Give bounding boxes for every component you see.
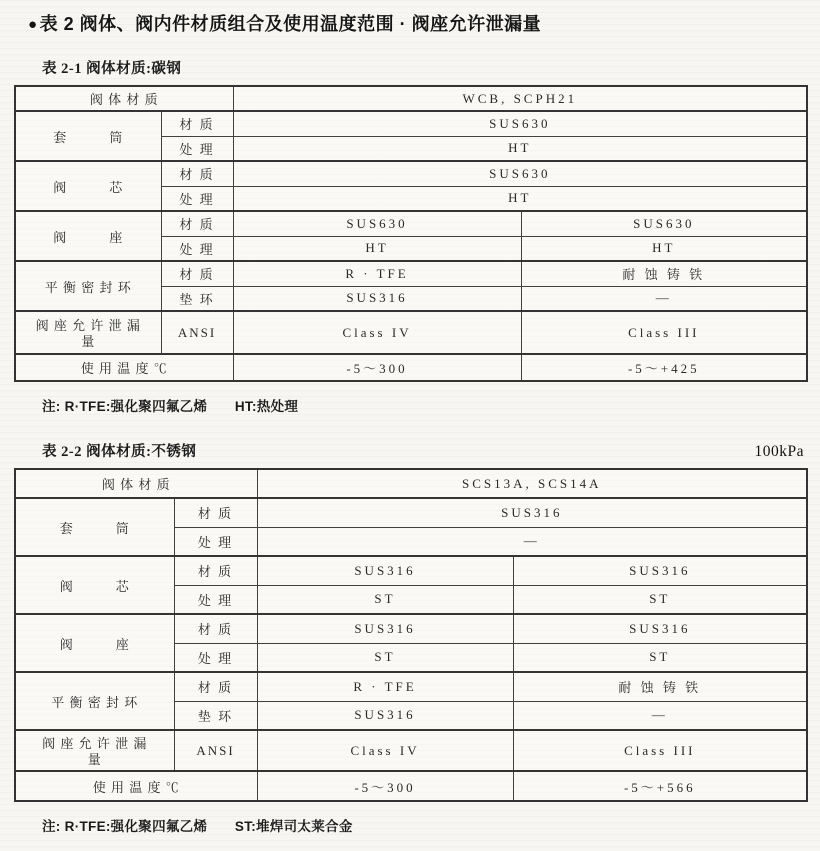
temperature-range-cell: -5～+425 [521, 354, 807, 381]
service-temperature-label: 使 用 温 度 ℃ [15, 771, 257, 801]
sub-label: 材 质 [174, 498, 257, 527]
sub-label: 材 质 [161, 261, 233, 286]
group-label-seat: 阀 座 [15, 211, 161, 261]
group-label-balance-seal-ring: 平 衡 密 封 环 [15, 672, 174, 730]
value-cell: SUS316 [257, 498, 807, 527]
body-material-value: WCB, SCPH21 [233, 86, 807, 111]
table2-caption: 表 2-2 阀体材质:不锈钢 [42, 444, 197, 460]
group-label-sleeve: 套 筒 [15, 498, 174, 556]
value-cell: SUS630 [521, 211, 807, 236]
page-title-text: 表 2 阀体、阀内件材质组合及使用温度范围 · 阀座允许泄漏量 [39, 14, 542, 34]
sub-label: 处 理 [161, 186, 233, 211]
value-cell: SUS316 [257, 701, 513, 730]
table2-note: 注: R·TFE:强化聚四氟乙烯 ST:堆焊司太莱合金 [42, 819, 353, 834]
ansi-label: ANSI [161, 311, 233, 354]
value-cell: HT [233, 186, 807, 211]
temperature-range-cell: -5～+566 [513, 771, 807, 801]
temperature-range-cell: -5～300 [257, 771, 513, 801]
table-row [15, 161, 807, 186]
sub-label: 处 理 [174, 527, 257, 556]
group-label-balance-seal-ring: 平 衡 密 封 环 [15, 261, 161, 311]
sub-label: 处 理 [161, 136, 233, 161]
value-cell: HT [233, 136, 807, 161]
sub-label: 垫 环 [161, 286, 233, 311]
group-label-plug: 阀 芯 [15, 161, 161, 211]
table1-carbon-steel [14, 85, 808, 382]
value-cell: SUS316 [513, 614, 807, 643]
leak-class-cell: Class III [521, 311, 807, 354]
sub-label: 垫 环 [174, 701, 257, 730]
table2-stainless-steel [14, 468, 808, 802]
table-row [15, 111, 807, 136]
leak-class-cell: Class IV [257, 730, 513, 771]
value-cell: 耐 蚀 铸 铁 [513, 672, 807, 701]
sub-label: 处 理 [174, 585, 257, 614]
sub-label: 材 质 [161, 111, 233, 136]
value-cell: SUS316 [257, 556, 513, 585]
value-cell: R · TFE [233, 261, 521, 286]
table-row [15, 614, 807, 643]
value-cell: SUS630 [233, 161, 807, 186]
table-row [15, 498, 807, 527]
table-row [15, 672, 807, 701]
group-label-seat: 阀 座 [15, 614, 174, 672]
sub-label: 处 理 [161, 236, 233, 261]
table-row [15, 86, 807, 111]
value-cell: SUS630 [233, 111, 807, 136]
value-cell: 耐 蚀 铸 铁 [521, 261, 807, 286]
table-row [15, 261, 807, 286]
value-cell: ST [257, 585, 513, 614]
page-title [28, 10, 820, 36]
sub-label: 材 质 [161, 161, 233, 186]
value-cell: HT [233, 236, 521, 261]
body-material-label: 阀 体 材 质 [15, 86, 233, 111]
temperature-range-cell: -5～300 [233, 354, 521, 381]
table-row [15, 469, 807, 498]
body-material-label: 阀 体 材 质 [15, 469, 257, 498]
table-row [15, 311, 807, 354]
group-label-sleeve: 套 筒 [15, 111, 161, 161]
value-cell: ST [513, 643, 807, 672]
group-label-plug: 阀 芯 [15, 556, 174, 614]
value-cell: — [257, 527, 807, 556]
bullet-icon: ● [28, 16, 38, 33]
value-cell: SUS316 [233, 286, 521, 311]
body-material-value: SCS13A, SCS14A [257, 469, 807, 498]
value-cell: SUS630 [233, 211, 521, 236]
value-cell: — [513, 701, 807, 730]
value-cell: HT [521, 236, 807, 261]
value-cell: ST [257, 643, 513, 672]
sub-label: 材 质 [174, 556, 257, 585]
value-cell: ST [513, 585, 807, 614]
sub-label: 材 质 [161, 211, 233, 236]
value-cell: — [521, 286, 807, 311]
sub-label: 材 质 [174, 614, 257, 643]
service-temperature-label: 使 用 温 度 ℃ [15, 354, 233, 381]
value-cell: SUS316 [257, 614, 513, 643]
table-row [15, 556, 807, 585]
table1-note: 注: R·TFE:强化聚四氟乙烯 HT:热处理 [42, 399, 299, 414]
leak-class-cell: Class III [513, 730, 807, 771]
table-row [15, 211, 807, 236]
pressure-label: 100kPa [754, 443, 804, 460]
ansi-label: ANSI [174, 730, 257, 771]
table-row [15, 730, 807, 771]
table-row [15, 354, 807, 381]
seat-leakage-label: 阀 座 允 许 泄 漏 量 [15, 311, 161, 354]
table1-caption: 表 2-1 阀体材质:碳钢 [42, 61, 182, 77]
value-cell: R · TFE [257, 672, 513, 701]
seat-leakage-label: 阀 座 允 许 泄 漏 量 [15, 730, 174, 771]
table-row [15, 771, 807, 801]
value-cell: SUS316 [513, 556, 807, 585]
leak-class-cell: Class IV [233, 311, 521, 354]
sub-label: 处 理 [174, 643, 257, 672]
sub-label: 材 质 [174, 672, 257, 701]
